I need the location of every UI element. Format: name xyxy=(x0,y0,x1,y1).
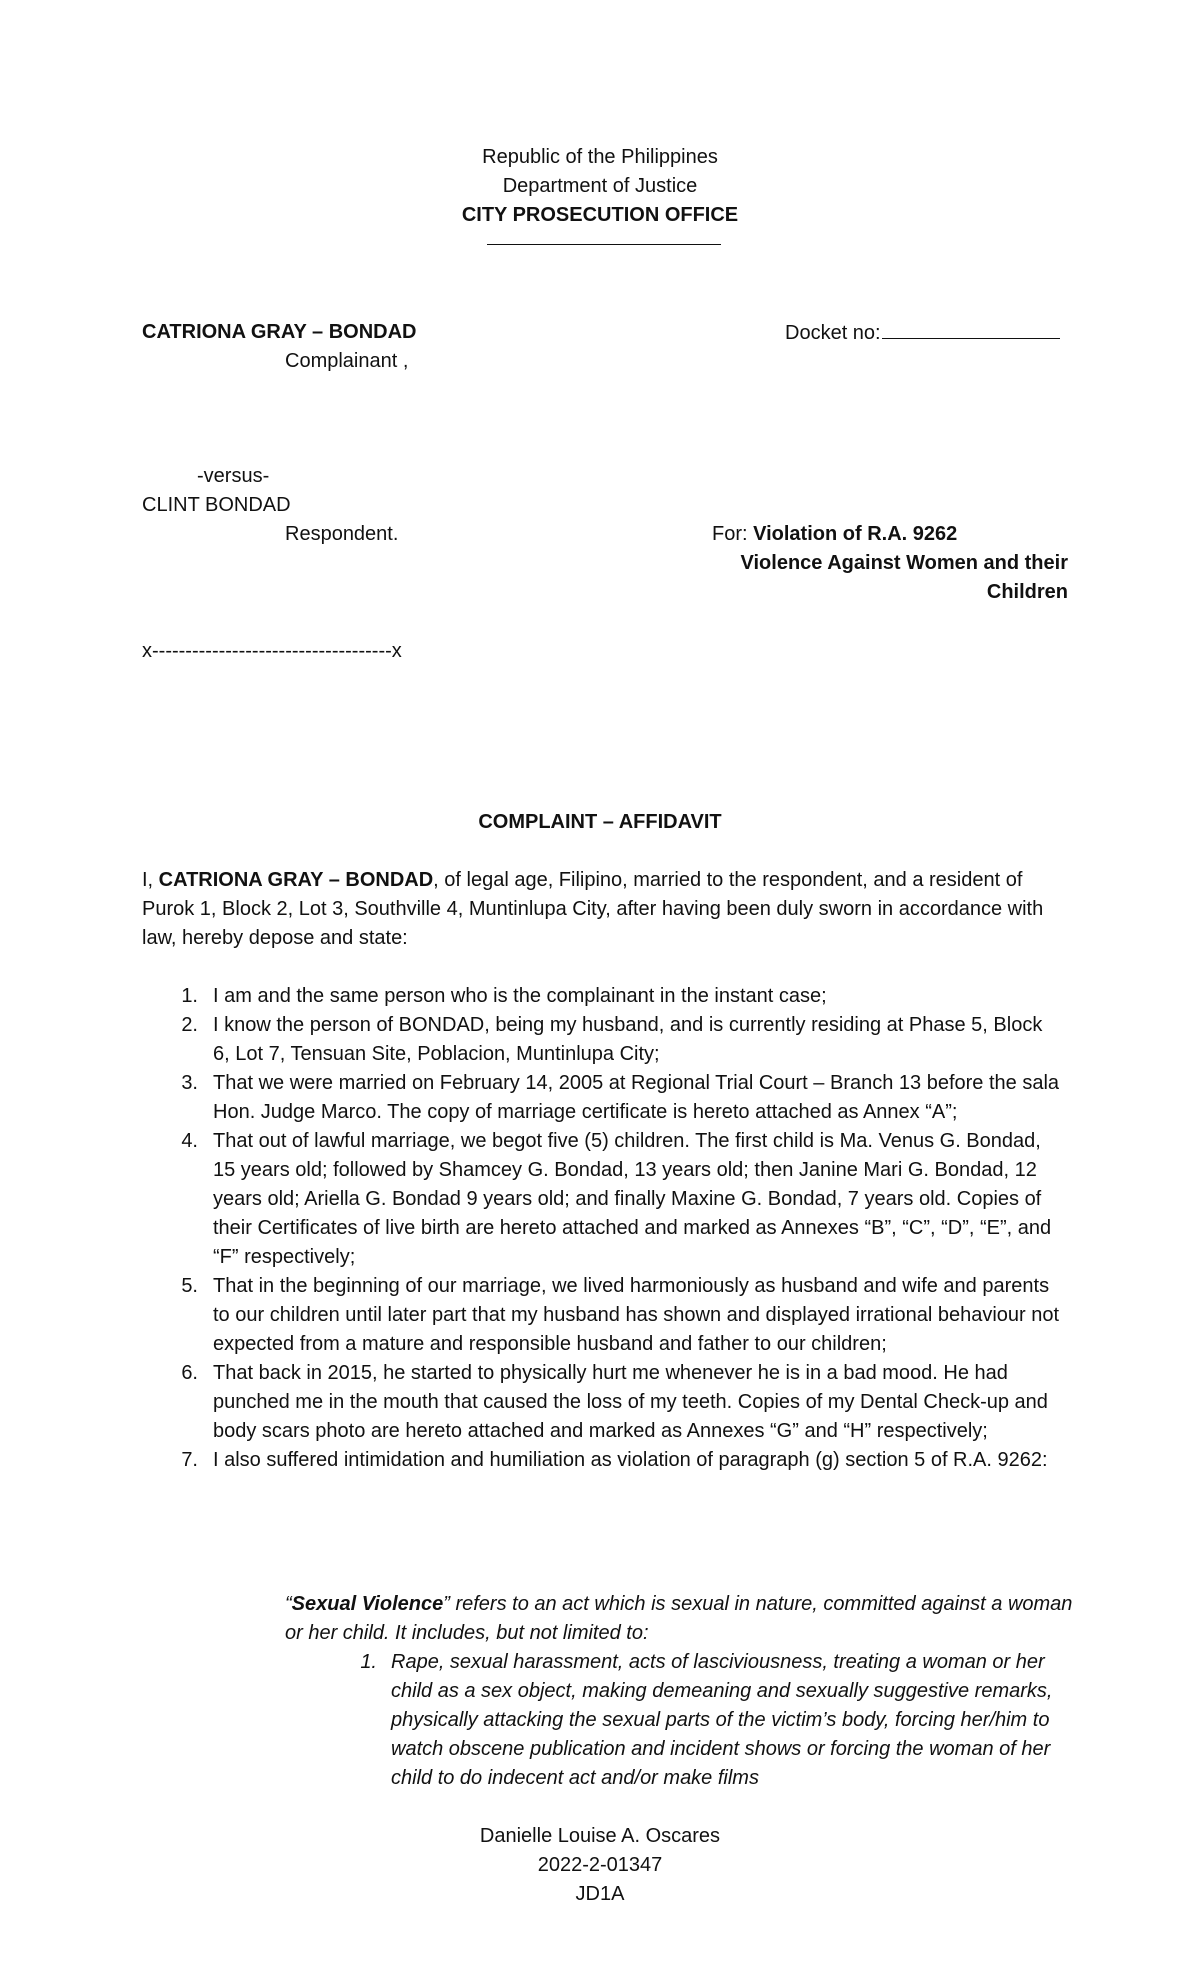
docket-label: Docket no: xyxy=(785,322,881,344)
list-item-number: 3. xyxy=(181,1072,198,1094)
list-item-text: I am and the same person who is the complainant in the instant case; xyxy=(213,985,827,1007)
complainant-name: CATRIONA GRAY – BONDAD xyxy=(142,321,417,343)
versus-label: -versus- xyxy=(197,465,270,487)
caption-divider: x------------------------------------x xyxy=(142,640,402,662)
complainant-role: Complainant , xyxy=(285,350,409,372)
offense-line xyxy=(712,520,957,549)
letterhead-underline xyxy=(487,244,721,245)
respondent-role: Respondent. xyxy=(285,523,399,545)
list-item-text: That out of lawful marriage, we begot five (5) children. The first child is Ma. Venus G. Bondad, 15 years old; followed by Shamcey G. Bondad, 13 years old; then Janine Mari G. Bondad, 12 years old; Ariella G. Bondad 9 years old; and finally Maxine G. Bondad, 7 years old. Copies of their Certificates of live birth are hereto attached and marked as Annexes “B”, “C”, “D”, “E”, and “F” respectively; xyxy=(213,1130,1052,1268)
list-item-text: I also suffered intimidation and humiliation as violation of paragraph (g) section 5 of R.A. 9262: xyxy=(213,1449,1048,1471)
offense-charge-line2: Children xyxy=(986,581,1068,603)
list-item-number: 5. xyxy=(181,1275,198,1297)
list-item xyxy=(142,1011,1062,1069)
letterhead-office: CITY PROSECUTION OFFICE xyxy=(461,204,739,226)
list-item xyxy=(142,1446,1062,1475)
sublist-item-text: Rape, sexual harassment, acts of lasciviousness, treating a woman or her child as a sex object, making demeaning and sexually suggestive remarks, physically attacking the sexual parts of the victim’s body, forcing her/him to watch obscene publication and incident shows or forcing the woman of her child to do indecent act and/or make films xyxy=(391,1651,1053,1789)
list-item-number: 2. xyxy=(181,1014,198,1036)
list-item xyxy=(142,982,1062,1011)
list-item xyxy=(142,1069,1062,1127)
offense-violation: Violation of R.A. 9262 xyxy=(753,523,958,545)
docket-field xyxy=(785,318,1060,348)
sublist-item xyxy=(285,1648,1075,1793)
list-item-number: 1. xyxy=(181,985,198,1007)
respondent-name: CLINT BONDAD xyxy=(142,494,291,516)
footer-author-name: Danielle Louise A. Oscares xyxy=(479,1825,721,1847)
footer-section: JD1A xyxy=(575,1883,625,1905)
list-item-text: That we were married on February 14, 2005 at Regional Trial Court – Branch 13 before the sala Hon. Judge Marco. The copy of marriage certificate is hereto attached as Annex “A”; xyxy=(213,1072,1060,1123)
letterhead-department: Department of Justice xyxy=(502,175,698,197)
list-item-text: That in the beginning of our marriage, we lived harmoniously as husband and wife and parents to our children until later part that my husband has shown and displayed irrational behaviour not expected from a mature and responsible husband and father to our children; xyxy=(213,1275,1060,1355)
list-item-text: That back in 2015, he started to physically hurt me whenever he is in a bad mood. He had punched me in the mouth that caused the loss of my teeth. Copies of my Dental Check-up and body scars photo are hereto attached and marked as Annexes “G” and “H” respectively; xyxy=(213,1362,1048,1442)
list-item-number: 6. xyxy=(181,1362,198,1384)
intro-affiant-name: CATRIONA GRAY – BONDAD xyxy=(158,869,434,891)
list-item xyxy=(142,1359,1062,1446)
offense-charge-line1: Violence Against Women and their xyxy=(740,552,1068,574)
quote-text: ” refers to an act which is sexual in nature, committed against a woman or her child. It includes, but not limited to: xyxy=(285,1593,1073,1644)
offense-for-label: For: xyxy=(712,523,748,545)
document-title: COMPLAINT – AFFIDAVIT xyxy=(478,811,722,833)
list-item xyxy=(142,1127,1062,1272)
offense-charge xyxy=(648,549,1068,607)
letterhead xyxy=(0,143,1200,230)
quote-open-mark: “ xyxy=(285,1593,292,1615)
quoted-definition xyxy=(285,1590,1075,1648)
page-footer xyxy=(0,1822,1200,1909)
intro-paragraph xyxy=(142,866,1062,953)
intro-prefix: I, xyxy=(142,869,159,891)
letterhead-republic: Republic of the Philippines xyxy=(482,146,718,168)
quote-term: Sexual Violence xyxy=(291,1593,444,1615)
list-item-number: 7. xyxy=(181,1449,198,1471)
intro-text: , of legal age, Filipino, married to the respondent, and a resident of Purok 1, Block 2, Lot 3, Southville 4, Muntinlupa City, after having been duly sworn in accordance with law, hereby depose and state: xyxy=(142,869,1044,949)
list-item-text: I know the person of BONDAD, being my husband, and is currently residing at Phase 5, Block 6, Lot 7, Tensuan Site, Poblacion, Muntinlupa City; xyxy=(213,1014,1043,1065)
docket-blank-line xyxy=(882,318,1060,339)
sublist-item-number: 1. xyxy=(360,1651,377,1673)
definition-sublist xyxy=(285,1648,1075,1793)
list-item-number: 4. xyxy=(181,1130,198,1152)
list-item xyxy=(142,1272,1062,1359)
allegations-list xyxy=(142,982,1062,1475)
footer-student-id: 2022-2-01347 xyxy=(537,1854,663,1876)
